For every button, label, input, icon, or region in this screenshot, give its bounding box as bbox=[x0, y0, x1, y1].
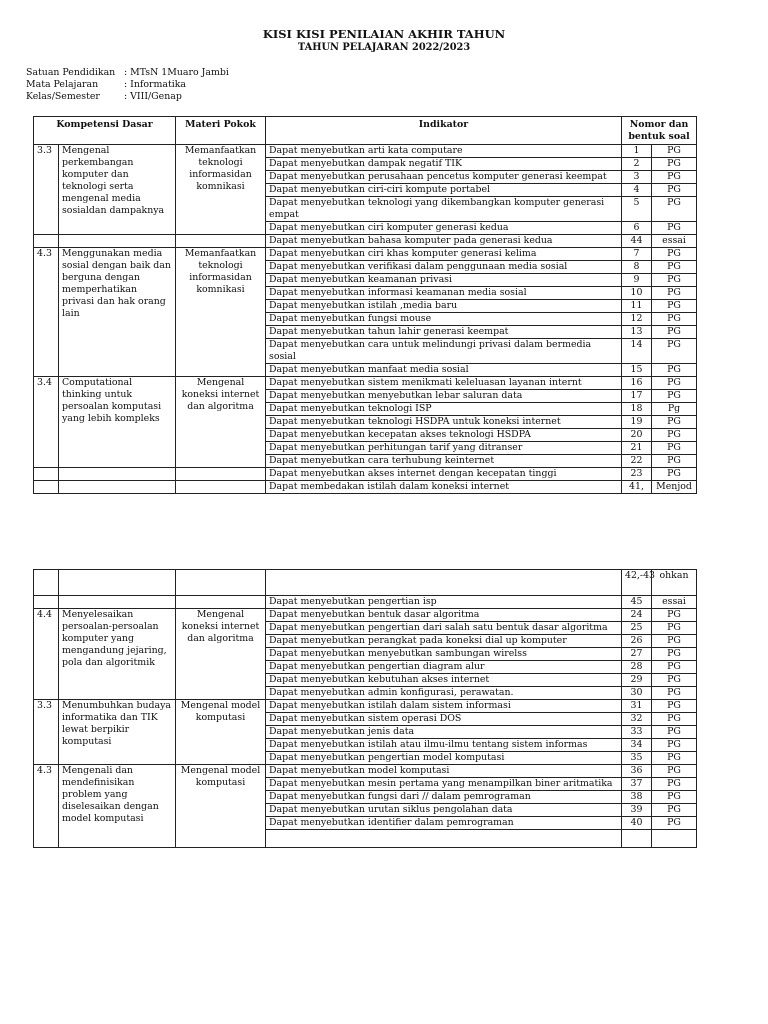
meta-row-mapel bbox=[26, 79, 229, 91]
nomor-soal-cell: 20 bbox=[622, 429, 652, 442]
indikator-cell: Dapat menyebutkan bentuk dasar algoritma bbox=[266, 609, 622, 622]
nomor-soal-cell: 31 bbox=[622, 700, 652, 713]
nomor-soal-cell: 14 bbox=[622, 339, 652, 364]
materi-pokok bbox=[176, 468, 266, 481]
indikator-cell: Dapat membedakan istilah dalam koneksi internet bbox=[266, 481, 622, 494]
kd-description bbox=[59, 570, 176, 596]
nomor-soal-cell: 21 bbox=[622, 442, 652, 455]
bentuk-soal-cell: essai bbox=[652, 596, 697, 609]
indikator-cell: Dapat menyebutkan bahasa komputer pada generasi kedua bbox=[266, 235, 622, 248]
materi-pokok bbox=[176, 481, 266, 494]
nomor-soal-cell: 26 bbox=[622, 635, 652, 648]
nomor-soal-cell: 37 bbox=[622, 778, 652, 791]
indikator-cell: Dapat menyebutkan akses internet dengan kecepatan tinggi bbox=[266, 468, 622, 481]
indikator-cell bbox=[266, 830, 622, 848]
kd-description: Menyelesaikan persoalan-persoalan komputer yang mengandung jejaring, pola dan algoritmik bbox=[59, 609, 176, 700]
table-row bbox=[34, 570, 697, 596]
bentuk-soal-cell: PG bbox=[652, 765, 697, 778]
nomor-soal-cell: 18 bbox=[622, 403, 652, 416]
meta-row-kelas bbox=[26, 91, 229, 103]
kd-description bbox=[59, 235, 176, 248]
table-row bbox=[34, 248, 697, 261]
kd-number: 4.4 bbox=[34, 609, 59, 700]
nomor-soal-cell: 4 bbox=[622, 184, 652, 197]
nomor-soal-cell: 35 bbox=[622, 752, 652, 765]
nomor-soal-cell: 28 bbox=[622, 661, 652, 674]
indikator-cell: Dapat menyebutkan mesin pertama yang menampilkan biner aritmatika bbox=[266, 778, 622, 791]
bentuk-soal-cell: PG bbox=[652, 145, 697, 158]
nomor-soal-cell: 33 bbox=[622, 726, 652, 739]
indikator-cell: Dapat menyebutkan perangkat pada koneksi dial up komputer bbox=[266, 635, 622, 648]
bentuk-soal-cell: PG bbox=[652, 726, 697, 739]
indikator-cell: Dapat menyebutkan verifikasi dalam penggunaan media sosial bbox=[266, 261, 622, 274]
indikator-cell: Dapat menyebutkan pengertian dari salah satu bentuk dasar algoritma bbox=[266, 622, 622, 635]
bentuk-soal-cell: PG bbox=[652, 713, 697, 726]
indikator-cell: Dapat menyebutkan teknologi HSDPA untuk koneksi internet bbox=[266, 416, 622, 429]
indikator-cell: Dapat menyebutkan sistem operasi DOS bbox=[266, 713, 622, 726]
kd-number bbox=[34, 481, 59, 494]
indikator-cell: Dapat menyebutkan menyebutkan lebar saluran data bbox=[266, 390, 622, 403]
bentuk-soal-cell: PG bbox=[652, 817, 697, 830]
indikator-cell bbox=[266, 570, 622, 596]
indikator-cell: Dapat menyebutkan kebutuhan akses internet bbox=[266, 674, 622, 687]
materi-pokok: Mengenal model komputasi bbox=[176, 765, 266, 848]
table-row bbox=[34, 145, 697, 158]
bentuk-soal-cell: PG bbox=[652, 791, 697, 804]
kd-number bbox=[34, 235, 59, 248]
meta-label: Mata Pelajaran bbox=[26, 79, 99, 90]
nomor-soal-cell bbox=[622, 830, 652, 848]
indikator-cell: Dapat menyebutkan kecepatan akses teknologi HSDPA bbox=[266, 429, 622, 442]
bentuk-soal-cell: Pg bbox=[652, 403, 697, 416]
indikator-cell: Dapat menyebutkan menyebutkan sambungan wirelss bbox=[266, 648, 622, 661]
kisi-kisi-table-2 bbox=[33, 569, 697, 848]
indikator-cell: Dapat menyebutkan dampak negatif TIK bbox=[266, 158, 622, 171]
nomor-soal-cell: 36 bbox=[622, 765, 652, 778]
kd-description: Menggunakan media sosial dengan baik dan berguna dengan memperhatikan privasi dan hak orang lain bbox=[59, 248, 176, 377]
nomor-soal-cell: 1 bbox=[622, 145, 652, 158]
table-row bbox=[34, 596, 697, 609]
nomor-soal-cell: 23 bbox=[622, 468, 652, 481]
nomor-soal-cell: 5 bbox=[622, 197, 652, 222]
bentuk-soal-cell: PG bbox=[652, 197, 697, 222]
nomor-soal-cell: 22 bbox=[622, 455, 652, 468]
header-nomor-bentuk-soal: Nomor dan bentuk soal bbox=[622, 117, 697, 145]
bentuk-soal-cell: PG bbox=[652, 635, 697, 648]
nomor-soal-cell: 42,-43 bbox=[622, 570, 652, 596]
materi-pokok: Memanfaatkan teknologi informasidan komnikasi bbox=[176, 145, 266, 235]
indikator-cell: Dapat menyebutkan teknologi yang dikembangkan komputer generasi empat bbox=[266, 197, 622, 222]
indikator-cell: Dapat menyebutkan arti kata computare bbox=[266, 145, 622, 158]
bentuk-soal-cell: PG bbox=[652, 752, 697, 765]
meta-value: : VIII/Genap bbox=[124, 91, 182, 102]
table-header-row bbox=[34, 117, 697, 145]
bentuk-soal-cell: PG bbox=[652, 442, 697, 455]
indikator-cell: Dapat menyebutkan cara untuk melindungi privasi dalam bermedia sosial bbox=[266, 339, 622, 364]
bentuk-soal-cell: PG bbox=[652, 700, 697, 713]
kd-description bbox=[59, 481, 176, 494]
header-indikator: Indikator bbox=[266, 117, 622, 145]
nomor-soal-cell: 32 bbox=[622, 713, 652, 726]
kd-number bbox=[34, 570, 59, 596]
nomor-soal-cell: 16 bbox=[622, 377, 652, 390]
nomor-soal-cell: 12 bbox=[622, 313, 652, 326]
nomor-soal-cell: 15 bbox=[622, 364, 652, 377]
header-materi-pokok: Materi Pokok bbox=[176, 117, 266, 145]
kd-number bbox=[34, 596, 59, 609]
bentuk-soal-cell: PG bbox=[652, 313, 697, 326]
nomor-soal-cell: 25 bbox=[622, 622, 652, 635]
bentuk-soal-cell: PG bbox=[652, 648, 697, 661]
bentuk-soal-cell: PG bbox=[652, 261, 697, 274]
document-title: KISI KISI PENILAIAN AKHIR TAHUN bbox=[262, 27, 506, 41]
indikator-cell: Dapat menyebutkan admin konfigurasi, perawatan. bbox=[266, 687, 622, 700]
indikator-cell: Dapat menyebutkan istilah dalam sistem informasi bbox=[266, 700, 622, 713]
kd-description: Mengenal perkembangan komputer dan teknologi serta mengenal media sosialdan dampaknya bbox=[59, 145, 176, 235]
bentuk-soal-cell: essai bbox=[652, 235, 697, 248]
nomor-soal-cell: 6 bbox=[622, 222, 652, 235]
indikator-cell: Dapat menyebutkan informasi keamanan media sosial bbox=[266, 287, 622, 300]
nomor-soal-cell: 24 bbox=[622, 609, 652, 622]
bentuk-soal-cell: PG bbox=[652, 274, 697, 287]
document-subtitle: TAHUN PELAJARAN 2022/2023 bbox=[297, 42, 471, 53]
meta-row-satuan bbox=[26, 67, 229, 79]
indikator-cell: Dapat menyebutkan perhitungan tarif yang ditranser bbox=[266, 442, 622, 455]
indikator-cell: Dapat menyebutkan istilah ,media baru bbox=[266, 300, 622, 313]
nomor-soal-cell: 3 bbox=[622, 171, 652, 184]
bentuk-soal-cell: PG bbox=[652, 390, 697, 403]
indikator-cell: Dapat menyebutkan keamanan privasi bbox=[266, 274, 622, 287]
document-meta bbox=[26, 67, 229, 103]
materi-pokok bbox=[176, 596, 266, 609]
bentuk-soal-cell: PG bbox=[652, 326, 697, 339]
meta-value: : MTsN 1Muaro Jambi bbox=[124, 67, 229, 78]
indikator-cell: Dapat menyebutkan ciri khas komputer generasi kelima bbox=[266, 248, 622, 261]
nomor-soal-cell: 11 bbox=[622, 300, 652, 313]
indikator-cell: Dapat menyebutkan ciri-ciri kompute portabel bbox=[266, 184, 622, 197]
indikator-cell: Dapat menyebutkan fungsi dari // dalam pemrograman bbox=[266, 791, 622, 804]
bentuk-soal-cell: PG bbox=[652, 377, 697, 390]
nomor-soal-cell: 17 bbox=[622, 390, 652, 403]
meta-label: Satuan Pendidikan bbox=[26, 67, 116, 78]
bentuk-soal-cell: Menjod bbox=[652, 481, 697, 494]
bentuk-soal-cell: PG bbox=[652, 171, 697, 184]
kd-description: Menumbuhkan budaya informatika dan TIK lewat berpikir komputasi bbox=[59, 700, 176, 765]
bentuk-soal-cell: PG bbox=[652, 468, 697, 481]
bentuk-soal-cell: PG bbox=[652, 248, 697, 261]
nomor-soal-cell: 9 bbox=[622, 274, 652, 287]
kd-number: 3.4 bbox=[34, 377, 59, 468]
bentuk-soal-cell: PG bbox=[652, 674, 697, 687]
nomor-soal-cell: 45 bbox=[622, 596, 652, 609]
table-row bbox=[34, 700, 697, 713]
meta-label: Kelas/Semester bbox=[26, 91, 100, 102]
kisi-kisi-table-1 bbox=[33, 116, 697, 494]
nomor-soal-cell: 34 bbox=[622, 739, 652, 752]
bentuk-soal-cell: PG bbox=[652, 339, 697, 364]
nomor-soal-cell: 13 bbox=[622, 326, 652, 339]
table-row bbox=[34, 765, 697, 778]
kd-number: 4.3 bbox=[34, 248, 59, 377]
nomor-soal-cell: 30 bbox=[622, 687, 652, 700]
bentuk-soal-cell: PG bbox=[652, 364, 697, 377]
indikator-cell: Dapat menyebutkan pengertian isp bbox=[266, 596, 622, 609]
bentuk-soal-cell: PG bbox=[652, 158, 697, 171]
materi-pokok: Memanfaatkan teknologi informasidan komnikasi bbox=[176, 248, 266, 377]
indikator-cell: Dapat menyebutkan tahun lahir generasi keempat bbox=[266, 326, 622, 339]
table-row bbox=[34, 609, 697, 622]
bentuk-soal-cell: PG bbox=[652, 622, 697, 635]
indikator-cell: Dapat menyebutkan perusahaan pencetus komputer generasi keempat bbox=[266, 171, 622, 184]
indikator-cell: Dapat menyebutkan model komputasi bbox=[266, 765, 622, 778]
kd-number: 3.3 bbox=[34, 700, 59, 765]
kd-description bbox=[59, 468, 176, 481]
kd-description: Computational thinking untuk persoalan komputasi yang lebih kompleks bbox=[59, 377, 176, 468]
indikator-cell: Dapat menyebutkan ciri komputer generasi kedua bbox=[266, 222, 622, 235]
nomor-soal-cell: 2 bbox=[622, 158, 652, 171]
indikator-cell: Dapat menyebutkan cara terhubung keinternet bbox=[266, 455, 622, 468]
nomor-soal-cell: 7 bbox=[622, 248, 652, 261]
kd-description bbox=[59, 596, 176, 609]
indikator-cell: Dapat menyebutkan istilah atau ilmu-ilmu tentang sistem informas bbox=[266, 739, 622, 752]
indikator-cell: Dapat menyebutkan urutan siklus pengolahan data bbox=[266, 804, 622, 817]
bentuk-soal-cell: PG bbox=[652, 778, 697, 791]
bentuk-soal-cell: PG bbox=[652, 739, 697, 752]
table-row bbox=[34, 468, 697, 481]
indikator-cell: Dapat menyebutkan identifier dalam pemrograman bbox=[266, 817, 622, 830]
indikator-cell: Dapat menyebutkan pengertian diagram alur bbox=[266, 661, 622, 674]
nomor-soal-cell: 29 bbox=[622, 674, 652, 687]
table-row bbox=[34, 377, 697, 390]
meta-value: : Informatika bbox=[124, 79, 186, 90]
bentuk-soal-cell bbox=[652, 830, 697, 848]
materi-pokok bbox=[176, 235, 266, 248]
nomor-soal-cell: 10 bbox=[622, 287, 652, 300]
indikator-cell: Dapat menyebutkan teknologi ISP bbox=[266, 403, 622, 416]
bentuk-soal-cell: PG bbox=[652, 184, 697, 197]
bentuk-soal-cell: PG bbox=[652, 609, 697, 622]
indikator-cell: Dapat menyebutkan sistem menikmati keleluasan layanan internt bbox=[266, 377, 622, 390]
table-row bbox=[34, 235, 697, 248]
nomor-soal-cell: 38 bbox=[622, 791, 652, 804]
bentuk-soal-cell: PG bbox=[652, 804, 697, 817]
materi-pokok: Mengenal koneksi internet dan algoritma bbox=[176, 377, 266, 468]
bentuk-soal-cell: PG bbox=[652, 687, 697, 700]
bentuk-soal-cell: PG bbox=[652, 222, 697, 235]
header-kompetensi-dasar: Kompetensi Dasar bbox=[34, 117, 176, 145]
materi-pokok bbox=[176, 570, 266, 596]
indikator-cell: Dapat menyebutkan pengertian model komputasi bbox=[266, 752, 622, 765]
bentuk-soal-cell: PG bbox=[652, 416, 697, 429]
bentuk-soal-cell: ohkan bbox=[652, 570, 697, 596]
bentuk-soal-cell: PG bbox=[652, 429, 697, 442]
indikator-cell: Dapat menyebutkan manfaat media sosial bbox=[266, 364, 622, 377]
kd-description: Mengenali dan mendefinisikan problem yang diselesaikan dengan model komputasi bbox=[59, 765, 176, 848]
kd-number: 4.3 bbox=[34, 765, 59, 848]
nomor-soal-cell: 19 bbox=[622, 416, 652, 429]
bentuk-soal-cell: PG bbox=[652, 300, 697, 313]
kd-number: 3.3 bbox=[34, 145, 59, 235]
nomor-soal-cell: 40 bbox=[622, 817, 652, 830]
bentuk-soal-cell: PG bbox=[652, 287, 697, 300]
indikator-cell: Dapat menyebutkan fungsi mouse bbox=[266, 313, 622, 326]
materi-pokok: Mengenal model komputasi bbox=[176, 700, 266, 765]
nomor-soal-cell: 8 bbox=[622, 261, 652, 274]
nomor-soal-cell: 39 bbox=[622, 804, 652, 817]
nomor-soal-cell: 41, bbox=[622, 481, 652, 494]
bentuk-soal-cell: PG bbox=[652, 455, 697, 468]
kd-number bbox=[34, 468, 59, 481]
bentuk-soal-cell: PG bbox=[652, 661, 697, 674]
materi-pokok: Mengenal koneksi internet dan algoritma bbox=[176, 609, 266, 700]
nomor-soal-cell: 27 bbox=[622, 648, 652, 661]
nomor-soal-cell: 44 bbox=[622, 235, 652, 248]
table-row bbox=[34, 481, 697, 494]
indikator-cell: Dapat menyebutkan jenis data bbox=[266, 726, 622, 739]
